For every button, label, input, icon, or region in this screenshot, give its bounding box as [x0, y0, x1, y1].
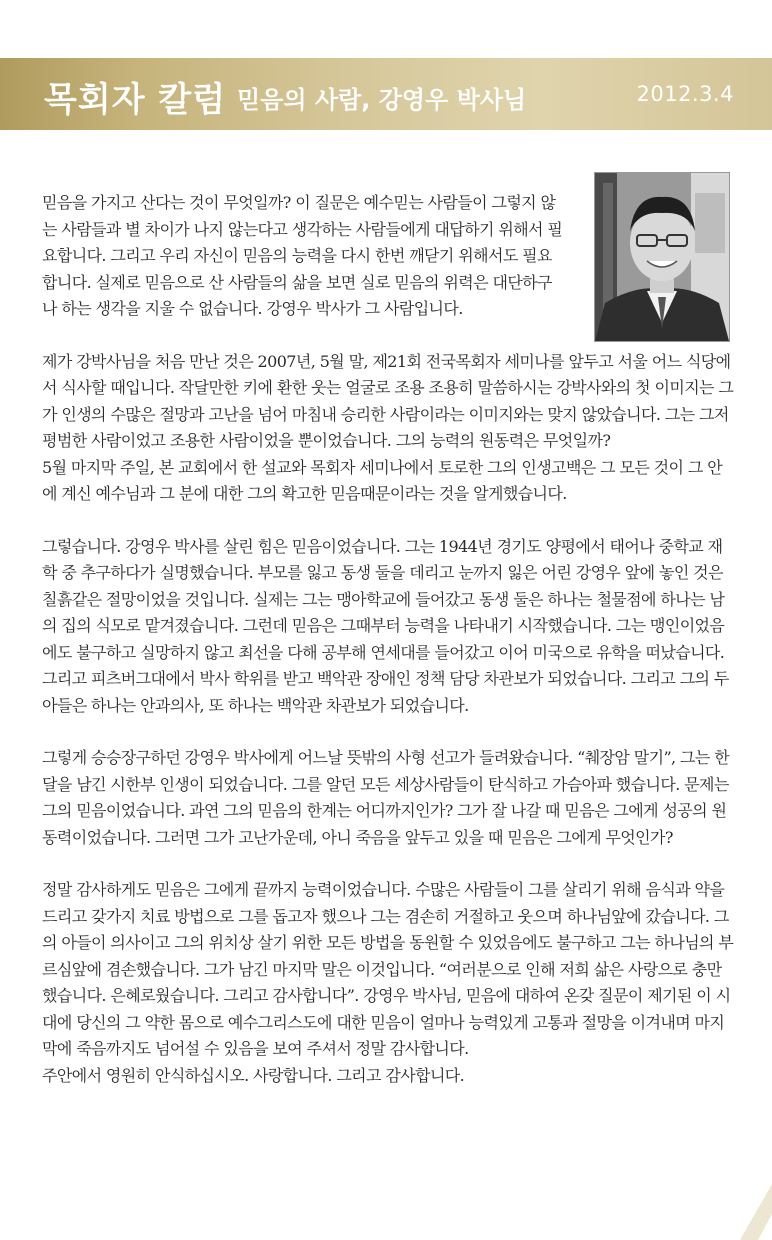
paragraph-first-meeting: 제가 강박사님을 처음 만난 것은 2007년, 5월 말, 제21회 전국목회자 세미나를 앞두고 서울 어느 식당에서 식사할 때입니다. 작달만한 키에 환한 웃는 얼굴로 조용 조용히 말씀하시는 강박사와의 첫 이미지는 그가 인생의 수많은 절망과 고난을 넘어 마침내 승리한 사람이라는 이미지와는 맞지 않았습니다. 그는 그저 평범한 사람이었고 조용한 사람이었을 뿐이었습니다. 그의 능력의 원동력은 무엇일까?	[42, 351, 734, 450]
paragraph-diagnosis: 그렇게 승승장구하던 강영우 박사에게 어느날 뜻밖의 사형 선고가 들려왔습니다. “췌장암 말기”, 그는 한 달을 남긴 시한부 인생이 되었습니다. 그를 알던 모든 세상사람들이 탄식하고 가슴아파 했습니다. 문제는 그의 믿음이었습니다. 과연 그의 믿음의 한계는 어디까지인가? 그가 잘 나갈 때 믿음은 그에게 성공의 원동력이었습니다. 그러면 그가 고난가운데, 아니 죽음을 앞두고 있을 때 믿음은 그에게 무엇인가?	[42, 748, 730, 847]
corner-decoration	[700, 1180, 772, 1240]
column-body	[42, 190, 736, 1089]
paragraph-testimony: 5월 마지막 주일, 본 교회에서 한 설교와 목회자 세미나에서 토로한 그의 인생고백은 그 모든 것이 그 안에 계신 예수님과 그 분에 대한 그의 확고한 믿음때문이라는 것을 알게했습니다.	[42, 457, 723, 503]
column-date: 2012.3.4	[636, 82, 734, 106]
paragraph-life-story: 그렇습니다. 강영우 박사를 살린 힘은 믿음이었습니다. 그는 1944년 경기도 양평에서 태어나 중학교 재학 중 추구하다가 실명했습니다. 부모를 잃고 동생 둘을 데리고 눈까지 잃은 어린 강영우 앞에 놓인 것은 칠흙같은 절망이었을 것입니다. 실제는 그는 맹아학교에 들어갔고 동생 둘은 하나는 철물점에 하나는 남의 집의 식모로 맡겨졌습니다. 그런데 믿음은 그때부터 능력을 나타내기 시작했습니다. 그는 맹인이었음에도 불구하고 실망하지 않고 최선을 다해 공부해 연세대를 들어갔고 이어 미국으로 유학을 떠났습니다. 그리고 피츠버그대에서 박사 학위를 받고 백악관 장애인 정책 담당 차관보가 되었습니다. 그리고 그의 두 아들은 하나는 안과의사, 또 하나는 백악관 차관보가 되었습니다.	[42, 536, 729, 715]
paragraph-farewell: 주안에서 영원히 안식하십시오. 사랑합니다. 그리고 감사합니다.	[42, 1065, 465, 1085]
column-title: 목회자 칼럼	[44, 80, 227, 120]
paragraph-final-words: 정말 감사하게도 믿음은 그에게 끝까지 능력이었습니다. 수많은 사람들이 그를 살리기 위해 음식과 약을 드리고 갖가지 치료 방법으로 그를 돕고자 했으나 그는 겸손히 거절하고 웃으며 하나님앞에 갔습니다. 그의 아들이 의사이고 그의 위치상 살기 위한 모든 방법을 동원할 수 있었음에도 불구하고 그는 하나님의 부르심앞에 겸손했습니다. 그가 남긴 마지막 말은 이것입니다. “여러분으로 인해 저희 삶은 사랑으로 충만했습니다. 은혜로웠습니다. 그리고 감사합니다”. 강영우 박사님, 믿음에 대하여 온갖 질문이 제기된 이 시대에 당신의 그 약한 몸으로 예수그리스도에 대한 믿음이 얼마나 능력있게 고통과 절망을 이겨내며 마지막에 죽음까지도 넘어설 수 있음을 보여 주셔서 정말 감사합니다.	[42, 880, 734, 1058]
column-header-banner	[0, 58, 772, 130]
paragraph-intro: 믿음을 가지고 산다는 것이 무엇일까? 이 질문은 예수믿는 사람들이 그렇지 않는 사람들과 별 차이가 나지 않는다고 생각하는 사람들에게 대답하기 위해서 필요합니다. 그리고 우리 자신이 믿음의 능력을 다시 한번 깨닫기 위해서도 필요합니다. 실제로 믿음으로 산 사람들의 삶을 보면 실로 믿음의 위력은 대단하구나 하는 생각을 지울 수 없습니다. 강영우 박사가 그 사람입니다.	[42, 193, 563, 318]
column-subtitle: 믿음의 사람, 강영우 박사님	[237, 86, 527, 114]
